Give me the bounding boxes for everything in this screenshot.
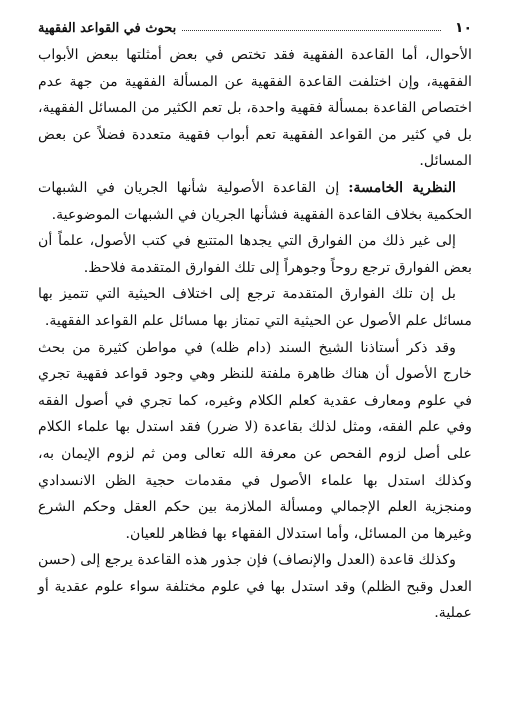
paragraph-text: وقد ذكر أستاذنا الشيخ السند (دام ظله) في مواطن كثيرة من بحث خارج الأصول أن هناك ظاهرة ملفتة للنظر وهي وجود قواعد فقهية تجري في علوم ومعارف عقدية كعلم الكلام وغيره، كما تجري في أصول الفقه وفي علم الفقه، ومثل لذلك بقاعدة (لا ضرر) فقد استدل بها علماء الكلام على أصل لزوم الفحص عن معرفة الله تعالى ومن ثم لزوم الإيمان به، وكذلك استدل بها علماء الأصول في مقدمات حجية الظن الانسدادي ومنجزية العلم الإجمالي ومسألة الملازمة بين حكم العقل وحكم الشرع وغيرها من المسائل، وأما استدلال الفقهاء بها فظاهر للعيان.	[38, 339, 472, 542]
paragraph-text: بل إن تلك الفوارق المتقدمة ترجع إلى اختلاف الحيثية التي تتميز بها مسائل علم الأصول عن الحيثية التي تمتاز بها مسائل علم القواعد الفقهية.	[38, 286, 472, 329]
running-header-title: بحوث في القواعد الفقهية	[38, 21, 177, 36]
paragraph-continuation	[38, 42, 472, 175]
paragraph-text: وكذلك قاعدة (العدل والإنصاف) فإن جذور هذه القاعدة يرجع إلى (حسن العدل وقبح الظلم) وقد استدل بها في علوم مختلفة سواء علوم عقدية أو عملية.	[38, 552, 472, 622]
paragraph-aspect-difference	[38, 281, 472, 334]
paragraph-text: إن القاعدة الأصولية شأنها الجريان في الشبهات الحكمية بخلاف القاعدة الفقهية فشأنها الجريان في الشبهات الموضوعية.	[38, 179, 472, 223]
paragraph-text: الأحوال، أما القاعدة الفقهية فقد تختص في بعض أمثلتها ببعض الأبواب الفقهية، وإن اختلفت القاعدة الفقهية عن المسألة الفقهية من جهة عدم اختصاص القاعدة بمسألة فقهية واحدة، بل تعم الكثير من المسائل الفقهية، بل في كثير من القواعد الفقهية تعم أبواب فقهية متعددة فضلاً عن بعض المسائل.	[38, 47, 472, 170]
header-dotted-leader	[182, 29, 441, 31]
paragraph-lead-heading: النظرية الخامسة:	[348, 179, 456, 196]
paragraph-teacher-remark	[38, 335, 472, 548]
paragraph-justice-rule	[38, 547, 472, 627]
paragraph-fifth-theory	[38, 175, 472, 228]
book-page	[38, 14, 472, 627]
page-number: ١٠	[454, 20, 472, 36]
paragraph-other-differences	[38, 228, 472, 281]
paragraph-text: إلى غير ذلك من الفوارق التي يجدها المتتبع في كتب الأصول، علماً أن بعض الفوارق ترجع روحاً وجوهراً إلى تلك الفوارق المتقدمة فلاحظ.	[38, 233, 472, 276]
running-header	[38, 14, 472, 36]
body-text	[38, 42, 472, 627]
